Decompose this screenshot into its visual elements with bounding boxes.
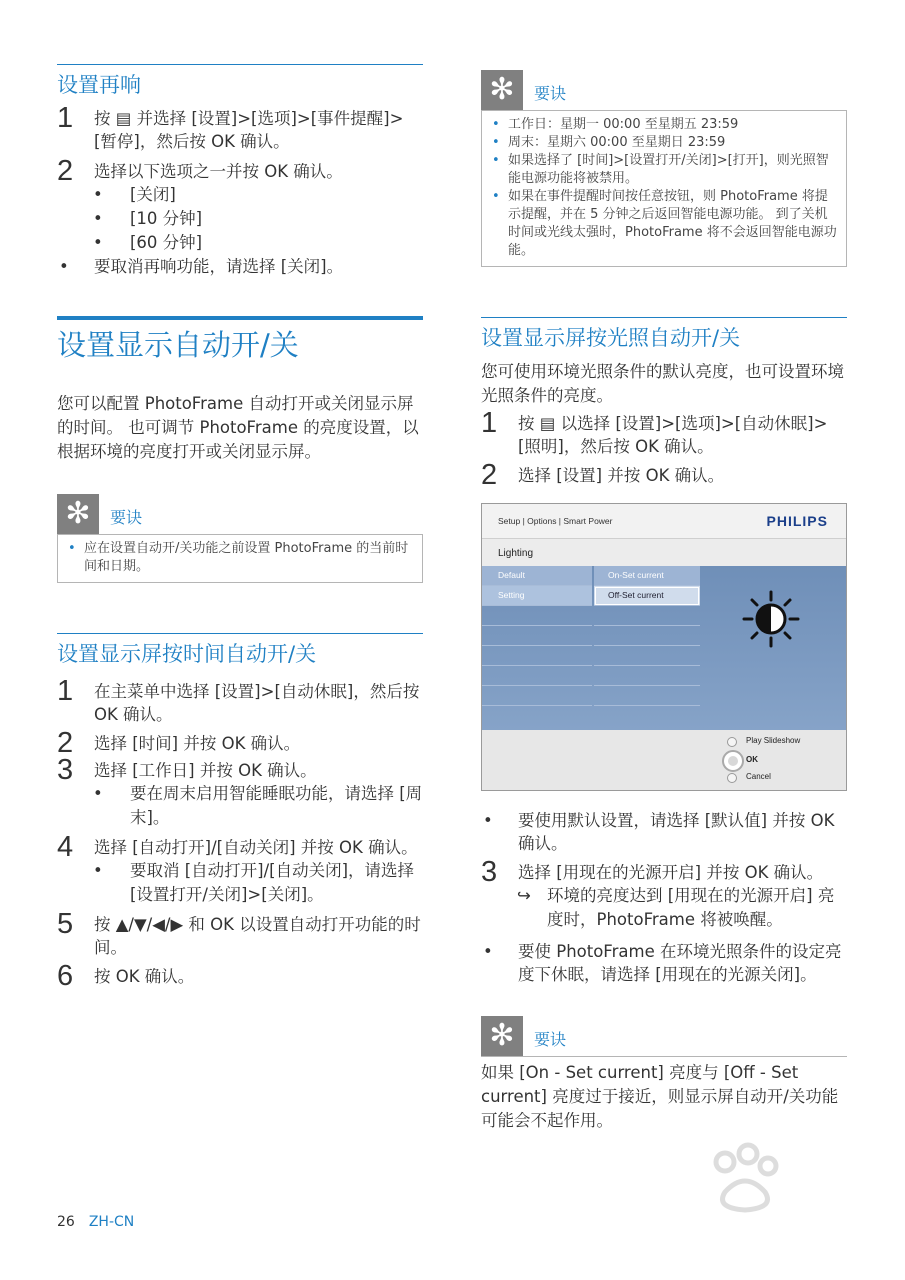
step-6: 6 按 OK 确认。: [57, 960, 195, 992]
section-title-by-light: 设置显示屏按光照自动开/关: [481, 326, 741, 350]
menu-column-2: [594, 566, 700, 730]
step-2: 2 选择 [时间] 并按 OK 确认。: [57, 727, 301, 759]
left-column: [57, 64, 423, 992]
tip-label: 要诀: [110, 507, 143, 527]
step-4: 4 选择 [自动打开]/[自动关闭] 并按 OK 确认。: [57, 831, 418, 863]
tip-item: • 应在设置自动开/关功能之前设置 PhotoFrame 的当前时间和日期。: [66, 540, 414, 576]
ok-selector-icon: [722, 750, 744, 772]
tip-header: [481, 70, 847, 110]
default-note: • 要使用默认设置，请选择 [默认值] 并按 OK 确认。: [481, 809, 847, 855]
result-note: ↪ 环境的亮度达到 [用现在的光源开启] 亮度时，PhotoFrame 将被唤醒。: [517, 886, 835, 929]
step-3: 3 选择 [工作日] 并按 OK 确认。: [57, 754, 317, 786]
brightness-icon: [740, 588, 802, 650]
step-1: 1 在主菜单中选择 [设置]>[自动休眠]，然后按 OK 确认。: [57, 675, 420, 724]
tip-label: 要诀: [534, 1029, 567, 1049]
right-column: [481, 64, 847, 1133]
step-1: 1 按 ▤ 以选择 [设置]>[选项]>[自动休眠]>[照明]，然后按 OK 确认。: [481, 407, 828, 456]
option-ok[interactable]: OK: [746, 755, 758, 764]
tip-header: [57, 494, 423, 534]
page-number: 26: [57, 1214, 75, 1230]
option-item: • [60 分钟]: [57, 231, 423, 255]
step-2: 2 选择以下选项之一并按 OK 确认。: [57, 155, 343, 187]
tip-item: • 周末：星期六 00:00 至星期日 23:59: [490, 134, 838, 152]
option-item: • [关闭]: [57, 183, 423, 207]
tip-label: 要诀: [534, 83, 567, 103]
menu-item-off-set-current[interactable]: Off-Set current: [594, 586, 700, 606]
step-1: 1 按 ▤ 并选择 [设置]>[选项]>[事件提醒]>[暂停]，然后按 OK 确认。: [57, 102, 404, 151]
intro-paragraph: 您可使用环境光照条件的默认亮度，也可设置环境光照条件的亮度。: [481, 362, 844, 405]
section-title-snooze: 设置再响: [57, 73, 141, 97]
cancel-note: • 要取消再响功能，请选择 [关闭]。: [57, 255, 423, 278]
brand-logo: PHILIPS: [766, 513, 828, 529]
sub-note: • 要在周末启用智能睡眠功能，请选择 [周末]。: [57, 782, 423, 830]
result-arrow-icon: ↪: [517, 886, 531, 905]
menu-item-on-set-current[interactable]: On-Set current: [594, 566, 700, 586]
section-title-by-time: 设置显示屏按时间自动开/关: [57, 642, 317, 666]
tip-item: • 如果在事件提醒时间按任意按钮，则 PhotoFrame 将提示提醒，并在 5 分钟之后返回智能电源功能。 到了关机时间或光线太强时，PhotoFrame 将不会返回智能电源功能。: [490, 188, 838, 260]
tip-item: • 如果选择了 [时间]>[设置打开/关闭]>[打开]，则光照智能电源功能将被禁用。: [490, 152, 838, 188]
radio-icon: [727, 737, 737, 747]
sub-note: • 要取消 [自动打开]/[自动关闭]，请选择 [设置打开/关闭]>[关闭]。: [57, 859, 423, 907]
tip-item: • 工作日：星期一 00:00 至星期五 23:59: [490, 116, 838, 134]
step-5: 5 按 ▲/▼/◀/▶ 和 OK 以设置自动打开功能的时间。: [57, 908, 421, 957]
step-2: 2 选择 [设置] 并按 OK 确认。: [481, 459, 725, 491]
option-item: • [10 分钟]: [57, 207, 423, 231]
menu-item-default[interactable]: Default: [482, 566, 592, 586]
tip-box: [57, 534, 423, 583]
language-code: ZH-CN: [88, 1214, 135, 1230]
tip-text: 如果 [On - Set current] 亮度与 [Off - Set current] 亮度过于接近，则显示屏自动开/关功能可能会不起作用。: [481, 1063, 839, 1130]
page-footer: [57, 1214, 134, 1230]
tip-star-icon: ✻: [57, 494, 99, 534]
section-title-auto-onoff: 设置显示自动开/关: [57, 328, 299, 362]
watermark-logo: [600, 1140, 890, 1260]
tip-star-icon: ✻: [481, 1016, 523, 1056]
radio-icon: [727, 773, 737, 783]
tip-header: [481, 1016, 847, 1056]
screenshot-header: [482, 504, 846, 539]
menu-title: Lighting: [498, 548, 534, 559]
step-3: 3 选择 [用现在的光源开启] 并按 OK 确认。: [481, 856, 824, 888]
menu-item-setting[interactable]: Setting: [482, 586, 592, 606]
off-note: • 要使 PhotoFrame 在环境光照条件的设定亮度下休眠，请选择 [用现在的光源关闭]。: [481, 940, 847, 986]
device-screenshot: [481, 503, 847, 791]
option-cancel[interactable]: Cancel: [746, 772, 771, 781]
menu-column-1: [482, 566, 592, 730]
tip-box: [481, 110, 847, 267]
intro-paragraph: 您可以配置 PhotoFrame 自动打开或关闭显示屏的时间。 也可调节 PhotoFrame 的亮度设置，以根据环境的亮度打开或关闭显示屏。: [57, 394, 419, 461]
option-play-slideshow[interactable]: Play Slideshow: [746, 736, 801, 745]
breadcrumb: Setup | Options | Smart Power: [498, 516, 613, 526]
tip-star-icon: ✻: [481, 70, 523, 110]
